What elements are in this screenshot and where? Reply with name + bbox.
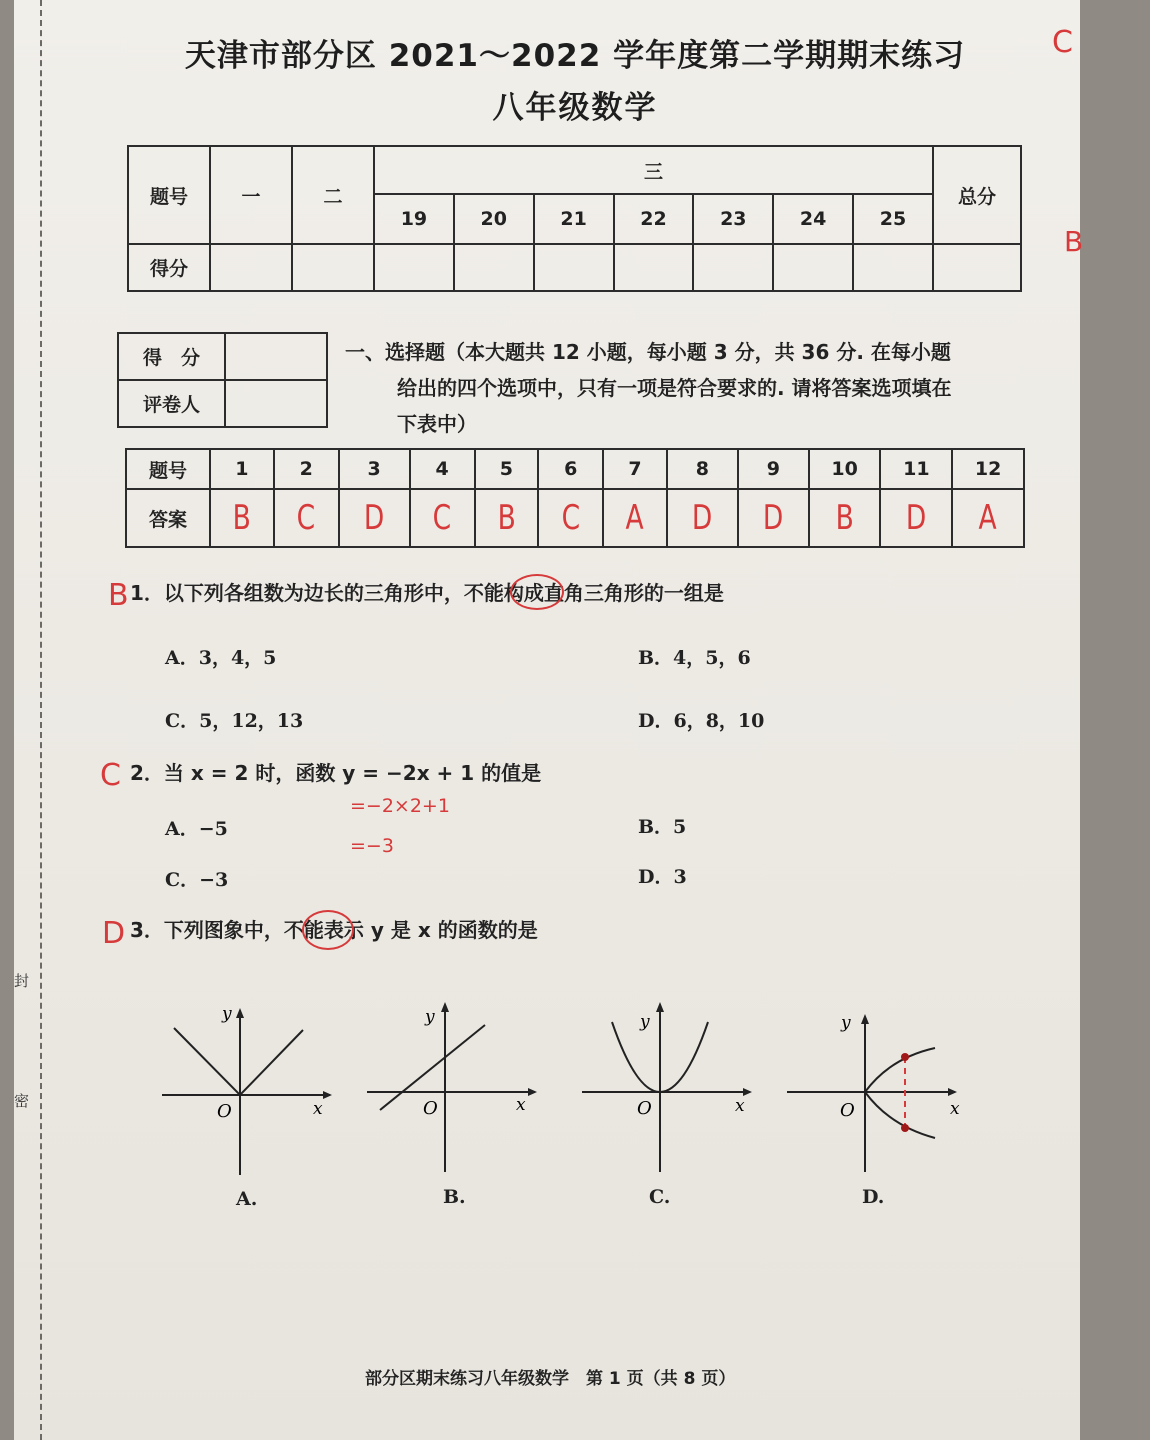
section-one-instructions [345, 334, 1035, 442]
graph-a [160, 1000, 340, 1180]
question-number: 9 [738, 449, 809, 489]
page-footer: 部分区期末练习八年级数学 第 1 页（共 8 页） [365, 1369, 736, 1389]
graph-d-y-label: y [841, 1013, 851, 1033]
question-number: 7 [603, 449, 667, 489]
exam-subtitle: 八年级数学 [492, 90, 658, 126]
answer-table [125, 448, 1025, 548]
section-one-line2: 给出的四个选项中，只有一项是符合要求的. 请将答案选项填在 [397, 376, 952, 400]
q3-handwritten-mark: D [102, 916, 126, 951]
handwritten-answer: C [432, 498, 452, 538]
graph-d-y-arrow [861, 1014, 869, 1024]
handwritten-answer: D [692, 498, 713, 538]
graph-b-origin: O [423, 1098, 438, 1119]
graph-d-x-arrow [948, 1088, 957, 1096]
question-number: 11 [880, 449, 952, 489]
handwritten-answer: B [835, 498, 854, 538]
q1-emphasis-circle [510, 574, 564, 610]
q2-option-b: B．5 [638, 816, 687, 838]
question-number: 12 [952, 449, 1024, 489]
score-cell [534, 244, 614, 291]
score-row-label: 得分 [128, 244, 210, 291]
score-cell [693, 244, 773, 291]
score-cell [614, 244, 694, 291]
handwritten-answer: B [232, 498, 251, 538]
section-one-line3: 下表中） [397, 412, 477, 436]
grader-name-cell [225, 380, 327, 427]
graph-d-x-label: x [950, 1099, 960, 1119]
q2-option-a: A．−5 [165, 818, 228, 840]
handwritten-answer: A [625, 498, 645, 538]
score-cell [933, 244, 1021, 291]
q2-option-c: C．−3 [165, 869, 229, 891]
score-cell [210, 244, 292, 291]
question-number: 10 [809, 449, 881, 489]
score-cell [292, 244, 374, 291]
answer-table-header: 题号 [126, 449, 210, 489]
exam-title: 天津市部分区 2021～2022 学年度第二学期期末练习 [184, 38, 966, 74]
handwritten-answer: C [561, 498, 580, 538]
question-number: 2 [274, 449, 339, 489]
graph-d-origin: O [840, 1100, 855, 1121]
graph-b-y-arrow [441, 1002, 449, 1012]
handwritten-answer: D [906, 498, 927, 538]
sub-number-20: 20 [454, 194, 534, 244]
graph-a-y-arrow [236, 1008, 244, 1018]
graph-d-label: D. [862, 1186, 885, 1208]
graph-c-x-label: x [735, 1096, 745, 1116]
graph-c-label: C. [649, 1186, 671, 1208]
graph-a-x-arrow [323, 1091, 332, 1099]
section-three-header: 三 [374, 146, 933, 194]
q1-option-d: D．6，8，10 [638, 710, 765, 732]
score-cell [773, 244, 853, 291]
graph-a-y-label: y [222, 1004, 232, 1024]
score-table-header: 题号 [128, 146, 210, 244]
question-number: 5 [475, 449, 539, 489]
binding-dashed-line [40, 0, 42, 1440]
question-number: 6 [538, 449, 603, 489]
graph-b [365, 1000, 545, 1180]
graph-c-x-arrow [743, 1088, 752, 1096]
grader-score-cell [225, 333, 327, 380]
section-one-header: 一 [210, 146, 292, 244]
margin-char-seal: 封 [14, 972, 30, 990]
graph-c-origin: O [637, 1098, 652, 1119]
score-cell [454, 244, 534, 291]
graph-d-upper-point [901, 1053, 909, 1061]
graph-d [785, 1000, 965, 1180]
section-one-line1: 一、选择题（本大题共 12 小题，每小题 3 分，共 36 分. 在每小题 [345, 340, 951, 364]
question-number: 1 [210, 449, 274, 489]
graph-b-y-label: y [425, 1007, 435, 1027]
q2-handwritten-mark: C [100, 758, 121, 793]
score-table [127, 145, 1022, 292]
graph-c-y-label: y [640, 1012, 650, 1032]
question-number: 8 [667, 449, 738, 489]
score-cell [374, 244, 454, 291]
q1-stem: 1．以下列各组数为边长的三角形中，不能构成直角三角形的一组是 [130, 581, 724, 605]
section-two-header: 二 [292, 146, 374, 244]
total-header: 总分 [933, 146, 1021, 244]
sub-number-24: 24 [773, 194, 853, 244]
graph-a-origin: O [217, 1101, 232, 1122]
graph-b-label: B. [443, 1186, 466, 1208]
handwritten-answer: D [763, 498, 784, 538]
grader-score-label: 得 分 [118, 333, 225, 380]
handwritten-answer: C [296, 498, 316, 538]
graph-a-label: A. [236, 1188, 258, 1210]
sub-number-23: 23 [693, 194, 773, 244]
margin-char-secret: 密 [14, 1092, 30, 1110]
handwritten-answer: A [978, 498, 998, 538]
q2-option-d: D．3 [638, 866, 687, 888]
sub-number-19: 19 [374, 194, 454, 244]
graph-a-x-label: x [313, 1099, 323, 1119]
margin-mark-b: B [1064, 225, 1084, 258]
q2-handwritten-work-2: =−3 [350, 835, 394, 857]
sub-number-25: 25 [853, 194, 933, 244]
question-number: 3 [339, 449, 410, 489]
graph-a-curve [174, 1028, 303, 1095]
answer-row-label: 答案 [126, 489, 210, 547]
graph-d-lower-point [901, 1124, 909, 1132]
graph-c-y-arrow [656, 1002, 664, 1012]
q1-option-b: B．4，5，6 [638, 647, 751, 669]
q1-handwritten-mark: B [108, 578, 129, 613]
score-cell [853, 244, 933, 291]
q2-stem: 2．当 x = 2 时，函数 y = −2x + 1 的值是 [130, 761, 542, 785]
handwritten-answer: D [363, 498, 385, 538]
handwritten-answer: B [497, 498, 516, 538]
grader-name-label: 评卷人 [118, 380, 225, 427]
graph-b-x-arrow [528, 1088, 537, 1096]
q3-emphasis-circle [302, 910, 354, 950]
graph-c [580, 1000, 760, 1180]
sub-number-21: 21 [534, 194, 614, 244]
margin-mark-c: C [1052, 25, 1073, 60]
sub-number-22: 22 [614, 194, 694, 244]
q1-option-c: C．5，12，13 [165, 710, 304, 732]
graph-b-x-label: x [516, 1095, 526, 1115]
grader-table [117, 332, 328, 428]
q2-handwritten-work-1: =−2×2+1 [350, 795, 450, 817]
q1-option-a: A．3，4，5 [165, 647, 277, 669]
q3-stem: 3．下列图象中，不能表示 y 是 x 的函数的是 [130, 918, 538, 942]
question-number: 4 [410, 449, 475, 489]
